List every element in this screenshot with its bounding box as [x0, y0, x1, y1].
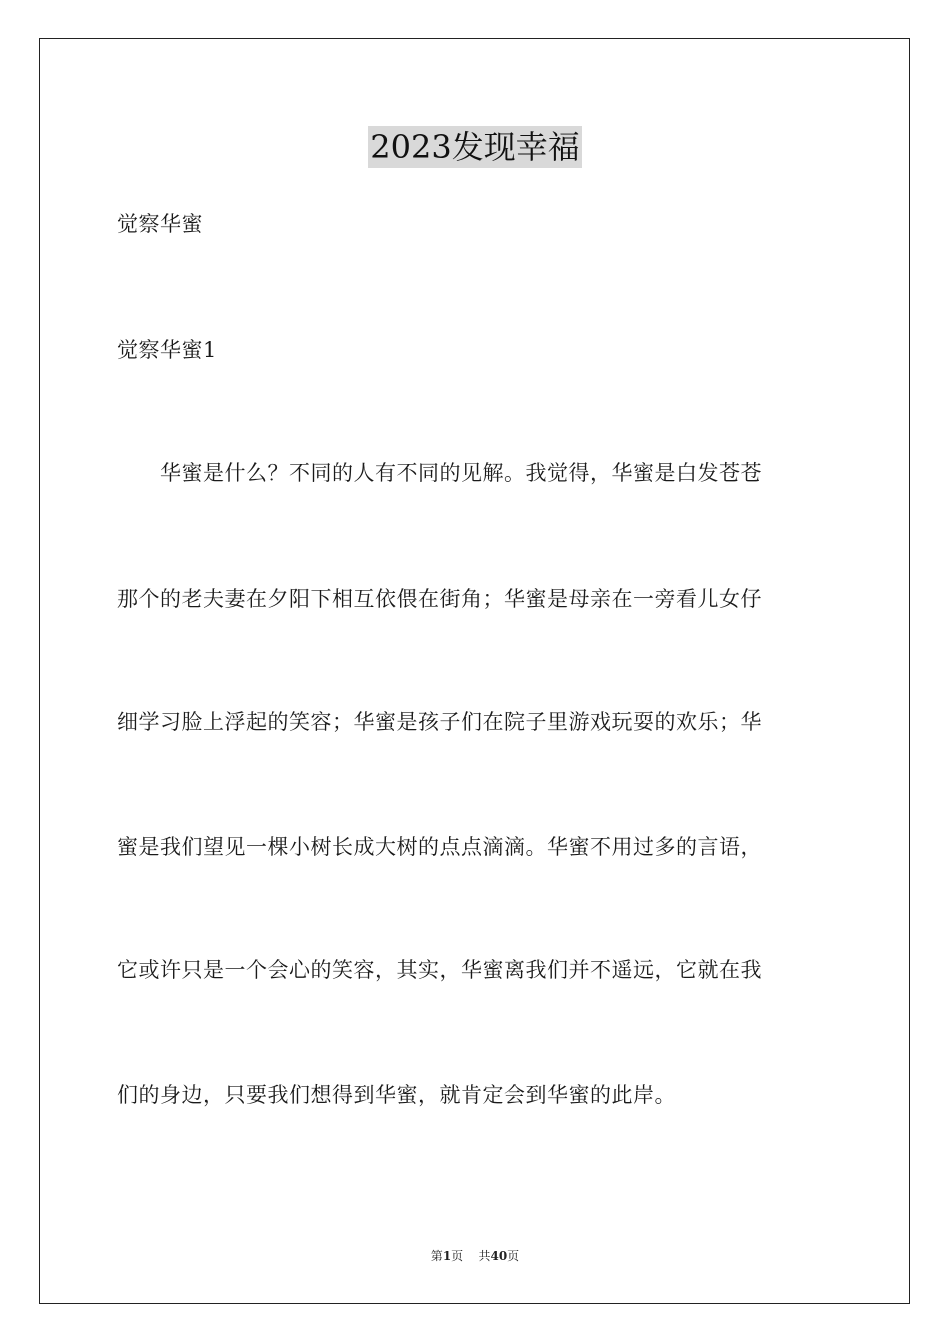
total-suffix: 页 — [507, 1249, 520, 1263]
page-prefix: 第 — [430, 1249, 443, 1263]
total-prefix: 共 — [478, 1249, 491, 1263]
total-pages: 40 — [490, 1249, 508, 1263]
title-container — [0, 126, 950, 168]
section-heading: 觉察华蜜 — [117, 212, 203, 236]
page-number: 1 — [442, 1249, 452, 1263]
paragraph-line: 那个的老夫妻在夕阳下相互依偎在街角；华蜜是母亲在一旁看儿女仔 — [117, 587, 762, 611]
page-suffix: 页 — [451, 1249, 464, 1263]
paragraph-line: 蜜是我们望见一棵小树长成大树的点点滴滴。华蜜不用过多的言语， — [117, 835, 762, 859]
paragraph-line: 细学习脸上浮起的笑容；华蜜是孩子们在院子里游戏玩耍的欢乐；华 — [117, 710, 762, 734]
paragraph-line: 华蜜是什么？不同的人有不同的见解。我觉得，华蜜是白发苍苍 — [117, 461, 762, 485]
page-footer — [0, 1248, 950, 1264]
subsection-heading: 觉察华蜜1 — [117, 338, 217, 362]
paragraph-line: 们的身边，只要我们想得到华蜜，就肯定会到华蜜的此岸。 — [117, 1083, 676, 1107]
paragraph-line: 它或许只是一个会心的笑容，其实，华蜜离我们并不遥远，它就在我 — [117, 958, 762, 982]
document-title: 2023发现幸福 — [370, 128, 580, 166]
